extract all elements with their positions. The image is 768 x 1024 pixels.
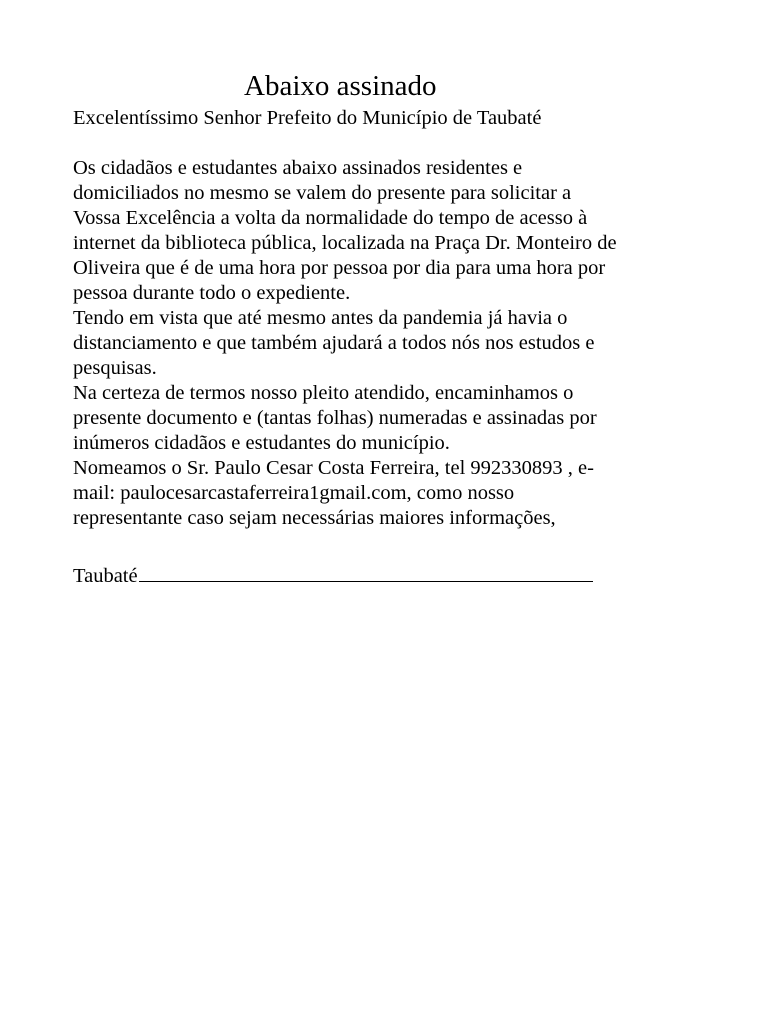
body-line: mail: paulocesarcastaferreira1gmail.com, como nosso bbox=[73, 482, 515, 504]
body-line: Vossa Excelência a volta da normalidade do tempo de acesso à bbox=[73, 207, 588, 229]
body-line: Tendo em vista que até mesmo antes da pandemia já havia o bbox=[73, 307, 568, 329]
body-line: inúmeros cidadãos e estudantes do município. bbox=[73, 432, 450, 454]
addressee-line: Excelentíssimo Senhor Prefeito do Município de Taubaté bbox=[73, 107, 542, 129]
body-line: presente documento e (tantas folhas) numeradas e assinadas por bbox=[73, 407, 597, 429]
body-line: representante caso sejam necessárias maiores informações, bbox=[73, 507, 556, 529]
signature-line bbox=[73, 561, 593, 589]
body-line: pessoa durante todo o expediente. bbox=[73, 282, 351, 304]
body-line: internet da biblioteca pública, localizada na Praça Dr. Monteiro de bbox=[73, 232, 617, 254]
body-line: distanciamento e que também ajudará a todos nós nos estudos e bbox=[73, 332, 595, 354]
body-line: pesquisas. bbox=[73, 357, 157, 379]
signature-place-label: Taubaté bbox=[73, 565, 138, 587]
body-line: Nomeamos o Sr. Paulo Cesar Costa Ferreira, tel 992330893 , e- bbox=[73, 457, 594, 479]
body-line: Na certeza de termos nosso pleito atendido, encaminhamos o bbox=[73, 382, 574, 404]
body-line: Os cidadãos e estudantes abaixo assinados residentes e bbox=[73, 157, 523, 179]
body-line: domiciliados no mesmo se valem do presente para solicitar a bbox=[73, 182, 572, 204]
document-title: Abaixo assinado bbox=[244, 70, 437, 102]
body-line: Oliveira que é de uma hora por pessoa por dia para uma hora por bbox=[73, 257, 606, 279]
petition-body bbox=[73, 156, 713, 531]
signature-blank bbox=[139, 561, 593, 582]
